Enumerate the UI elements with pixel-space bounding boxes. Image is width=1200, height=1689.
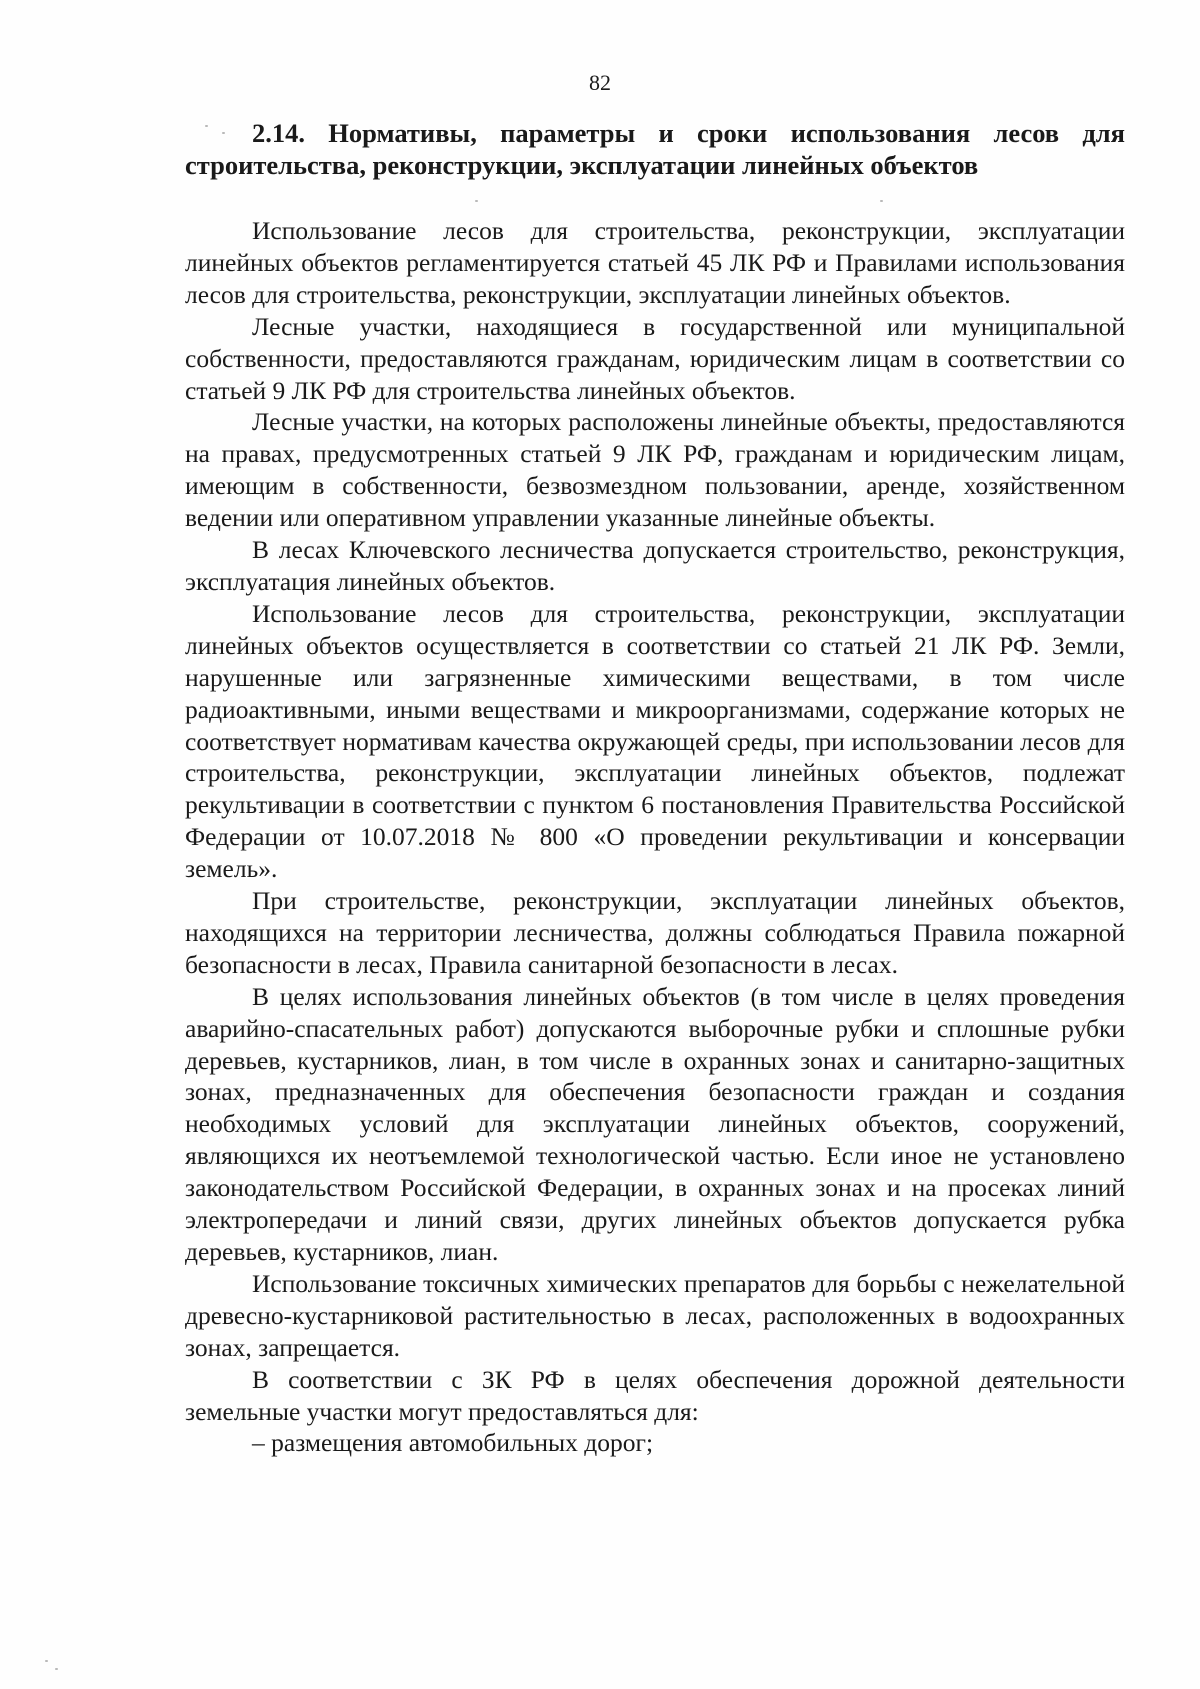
section-title: 2.14. Нормативы, параметры и сроки использования лесов для строительства, реконструкции, эксплуатации линейных объектов bbox=[185, 118, 1125, 180]
paragraph: Лесные участки, на которых расположены линейные объекты, предоставляются на правах, предусмотренных статьей 9 ЛК РФ, гражданам и юридическим лицам, имеющим в собственности, безвозмездном пользовании, аренде, хозяйственном ведении или оперативном управлении указанные линейные объекты. bbox=[185, 407, 1125, 533]
paragraph: В лесах Ключевского лесничества допускается строительство, реконструкция, эксплуатация линейных объектов. bbox=[185, 535, 1125, 596]
scan-speck bbox=[222, 132, 225, 134]
paragraph: Использование лесов для строительства, реконструкции, эксплуатации линейных объектов осуществляется в соответствии со статьей 21 ЛК РФ. Земли, нарушенные или загрязненные химическими веществами, в том числе радиоактивными, иными веществами и микроорганизмами, содержание которых не соответствует нормативам качества окружающей среды, при использовании лесов для строительства, реконструкции, эксплуатации линейных объектов, подлежат рекультивации в соответствии с пунктом 6 постановления Правительства Российской Федерации от 10.07.2018 № 800 «О проведении рекультивации и консервации земель». bbox=[185, 598, 1125, 884]
page-number: 82 bbox=[589, 70, 611, 95]
list-item: – размещения автомобильных дорог; bbox=[252, 1428, 654, 1458]
paragraph: Использование лесов для строительства, реконструкции, эксплуатации линейных объектов регламентируется статьей 45 ЛК РФ и Правилами использования лесов для строительства, реконструкции, эксплуатации линейных объектов. bbox=[185, 216, 1125, 309]
scan-speck bbox=[205, 125, 208, 127]
scan-speck bbox=[45, 1660, 48, 1662]
paragraph: При строительстве, реконструкции, эксплуатации линейных объектов, находящихся на территории лесничества, должны соблюдаться Правила пожарной безопасности в лесах, Правила санитарной безопасности в лесах. bbox=[185, 886, 1125, 979]
document-body bbox=[185, 215, 1125, 1459]
paragraph: Лесные участки, находящиеся в государственной или муниципальной собственности, предоставляются гражданам, юридическим лицам в соответствии со статьей 9 ЛК РФ для строительства линейных объектов. bbox=[185, 311, 1125, 405]
paragraph: В соответствии с ЗК РФ в целях обеспечения дорожной деятельности земельные участки могут предоставляться для: bbox=[185, 1364, 1125, 1426]
scan-speck bbox=[55, 1668, 58, 1670]
scan-speck bbox=[475, 200, 478, 202]
paragraph: Использование токсичных химических препаратов для борьбы с нежелательной древесно-кустарниковой растительностью в лесах, расположенных в водоохранных зонах, запрещается. bbox=[185, 1268, 1125, 1362]
paragraph: В целях использования линейных объектов (в том числе в целях проведения аварийно-спасательных работ) допускаются выборочные рубки и сплошные рубки деревьев, кустарников, лиан, в том числе в охранных зонах и санитарно-защитных зонах, предназначенных для обеспечения безопасности граждан и создания необходимых условий для эксплуатации линейных объектов, сооружений, являющихся их неотъемлемой технологической частью. Если иное не установлено законодательством Российской Федерации, в охранных зонах и на просеках линий электропередачи и линий связи, других линейных объектов допускается рубка деревьев, кустарников, лиан. bbox=[185, 981, 1125, 1266]
scan-speck bbox=[880, 200, 883, 202]
